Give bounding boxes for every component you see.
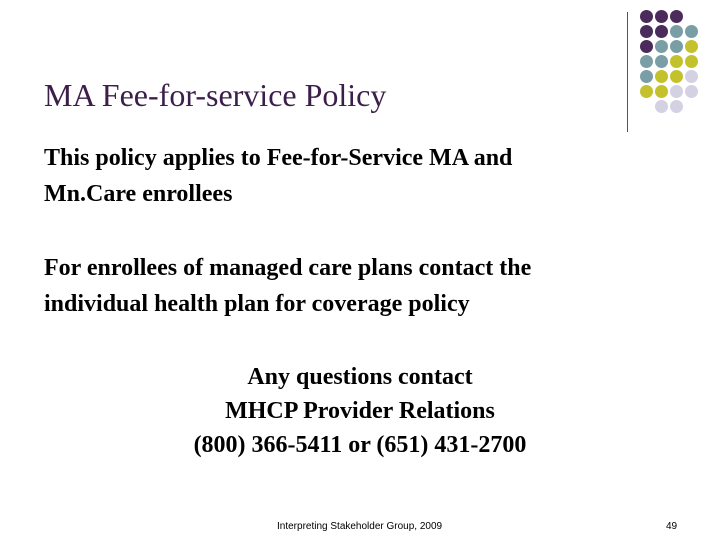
decorative-dot <box>670 100 683 113</box>
decorative-dot <box>655 25 668 38</box>
contact-line-1: Any questions contact <box>247 364 473 390</box>
divider-line <box>627 12 628 132</box>
decorative-dot <box>640 40 653 53</box>
contact-line-2: MHCP Provider Relations <box>225 398 495 424</box>
decorative-dot <box>670 10 683 23</box>
paragraph-managed-care <box>44 250 531 322</box>
decorative-dot <box>655 85 668 98</box>
decorative-dot <box>670 85 683 98</box>
slide-title: MA Fee-for-service Policy <box>44 77 387 113</box>
decorative-dot <box>685 55 698 68</box>
decorative-dot <box>655 40 668 53</box>
decorative-dot <box>670 70 683 83</box>
decorative-dot <box>685 40 698 53</box>
paragraph-policy-line-1: This policy applies to Fee-for-Service MA and <box>44 145 513 171</box>
decorative-dot <box>670 40 683 53</box>
decorative-dot <box>685 25 698 38</box>
decorative-dot <box>655 10 668 23</box>
decorative-dot <box>640 70 653 83</box>
page-number: 49 <box>666 521 678 532</box>
contact-line-3: (800) 366-5411 or (651) 431-2700 <box>193 432 527 458</box>
footer-text: Interpreting Stakeholder Group, 2009 <box>277 521 443 532</box>
decorative-dot <box>670 55 683 68</box>
decorative-dot <box>670 25 683 38</box>
paragraph-policy <box>44 140 512 212</box>
decorative-dot <box>685 85 698 98</box>
decorative-dot <box>640 55 653 68</box>
decorative-dot <box>655 55 668 68</box>
decorative-dot-grid <box>640 10 720 110</box>
decorative-dot <box>640 85 653 98</box>
paragraph-managed-care-line-1: For enrollees of managed care plans contact the <box>44 255 532 281</box>
decorative-dot <box>640 25 653 38</box>
decorative-dot <box>685 70 698 83</box>
decorative-dot <box>655 70 668 83</box>
decorative-dot <box>655 100 668 113</box>
decorative-dot <box>640 10 653 23</box>
contact-block <box>160 360 560 462</box>
paragraph-policy-line-2: Mn.Care enrollees <box>44 181 233 207</box>
paragraph-managed-care-line-2: individual health plan for coverage policy <box>44 291 470 317</box>
